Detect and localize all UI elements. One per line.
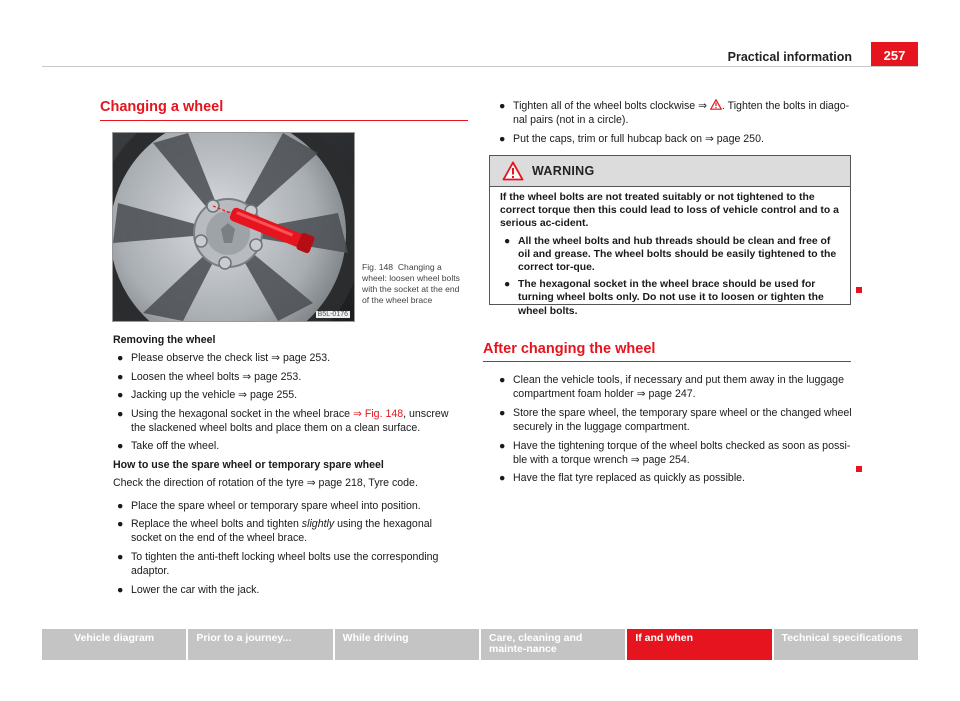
tab-if-and-when[interactable]: If and when [627,629,771,660]
list-item: ● Tighten all of the wheel bolts clockwise ⇒ . Tighten the bolts in diago-nal pairs (not in a circle). [499,100,850,127]
list-item: ● Have the flat tyre replaced as quickly as possible. [499,472,746,485]
section-title-changing-wheel: Changing a wheel [100,99,224,115]
spare-intro: Check the direction of rotation of the tyre ⇒ page 218, Tyre code. [113,477,418,490]
list-item: ● Place the spare wheel or temporary spare wheel into position. [117,499,421,512]
figure-caption-label: Fig. 148 [362,262,394,272]
removing-heading: Removing the wheel [113,334,216,346]
tab-prior-to-journey[interactable]: Prior to a journey... [188,629,332,660]
tab-vehicle-diagram[interactable]: Vehicle diagram [42,629,186,660]
right-column-top [495,99,857,150]
after-list [495,373,857,490]
list-item: ● Replace the wheel bolts and tighten slightly using the hexagonal socket on the end of the wheel brace. [117,518,432,545]
list-item: ● Take off the wheel. [117,440,220,453]
list-item: ● Jacking up the vehicle ⇒ page 255. [117,389,298,402]
list-item: ● Loosen the wheel bolts ⇒ page 253. [117,370,302,383]
section-title-rule [100,120,468,121]
wheel-figure [112,132,355,322]
list-item: ● Clean the vehicle tools, if necessary and put them away in the luggage compartment foam holder ⇒ page 247. [499,374,844,401]
section-title-rule [483,361,851,362]
warning-body [490,187,850,318]
header-divider [42,66,918,67]
warning-header [490,156,850,187]
figure-code: B5L-0176 [317,311,348,318]
warning-box [489,155,851,317]
running-header-title: Practical information [727,50,852,64]
left-column-body [113,333,465,601]
figure-reference-link[interactable]: ⇒ Fig. 148 [353,407,404,420]
chapter-tab-bar [42,629,918,660]
tab-care-cleaning[interactable]: Care, cleaning and mainte-nance [481,629,625,660]
spare-heading: How to use the spare wheel or temporary spare wheel [113,458,384,471]
wheel-illustration [113,133,354,321]
tab-technical-specifications[interactable]: Technical specifications [774,629,918,660]
page-number: 257 [871,42,918,66]
list-item: ● Have the tightening torque of the wheel bolts checked as soon as possi-ble with a torque wrench ⇒ page 254. [499,439,851,467]
figure-caption-text: Changing a wheel: loosen wheel bolts with the socket at the end of the wheel brace [362,262,460,305]
warning-title: WARNING [532,164,595,178]
list-item: ● To tighten the anti-theft locking wheel bolts use the corresponding adaptor. [117,550,439,578]
list-item: ● Please observe the check list ⇒ page 253. [117,352,331,365]
warning-icon [502,161,524,181]
tab-while-driving[interactable]: While driving [335,629,479,660]
list-item: ● Put the caps, trim or full hubcap back on ⇒ page 250. [499,132,764,145]
figure-caption [362,262,462,306]
section-end-marker [856,466,862,472]
list-item: ● Using the hexagonal socket in the wheel brace ⇒ Fig. 148, unscrew the slackened wheel bolts and place them on a clean surface. [117,407,449,435]
warning-triangle-icon [710,99,722,110]
section-title-after-changing: After changing the wheel [483,341,656,357]
warning-bullet: ● All the wheel bolts and hub threads should be clean and free of oil and grease. The wheel bolts should be easily tightened to the correct tor-que. [504,235,837,274]
warning-paragraph: If the wheel bolts are not treated suitably or not tightened to the correct torque then this could lead to loss of vehicle control and to a serious ac-cident. [500,192,839,230]
warning-bullet: ● The hexagonal socket in the wheel brace should be used for turning wheel bolts only. Do not use it to loosen or tighten the wheel bolts. [504,279,824,317]
list-item: ● Lower the car with the jack. [117,583,260,596]
list-item: ● Store the spare wheel, the temporary spare wheel or the changed wheel securely in the luggage compartment. [499,406,852,434]
section-end-marker [856,287,862,293]
